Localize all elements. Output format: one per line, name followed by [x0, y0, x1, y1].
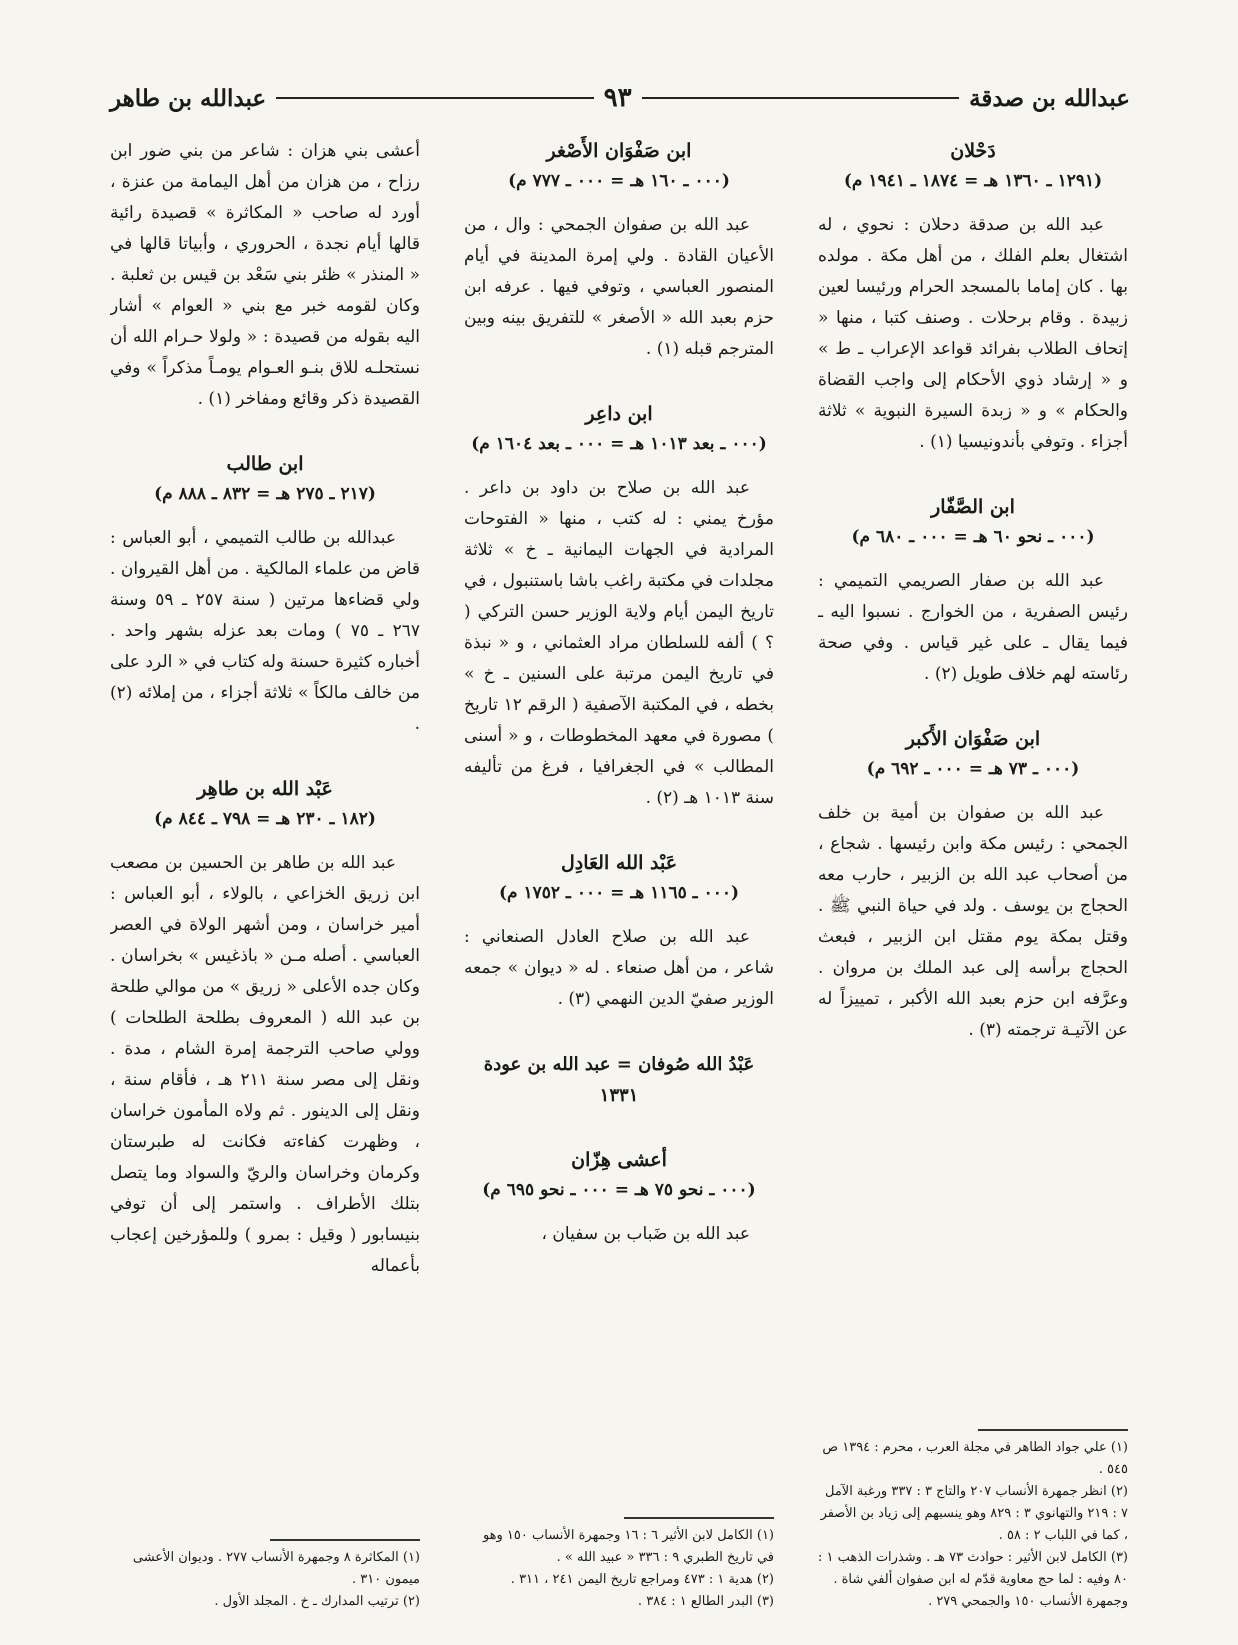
header-rule — [276, 97, 594, 99]
entry-dates: (١٨٢ ـ ٢٣٠ هـ = ٧٩٨ ـ ٨٤٤ م) — [154, 809, 376, 829]
footnote: (٢) انظر جمهرة الأنساب ٢٠٧ والتاج ٣ : ٣٣٧ ورغبة الآمل ٧ : ٢١٩ والتهانوي ٣ : ٨٢٩ وهو ينسبهم إلى زياد بن الأصفر ، كما في اللباب ٢ : ٥٨ . — [820, 1484, 1128, 1543]
text-column-3 — [110, 136, 420, 1596]
entry-body: عبد الله بن صلاح بن داود بن داعر . مؤرخ يمني : له كتب ، منها « الفتوحات المرادية في الجهات اليمانية ـ خ » ثلاثة مجلدات في مكتبة راغب باشا باستنبول ، في تاريخ اليمن أيام ولاية الوزير حسن التركي ( ؟ ) ألفه للسلطان مراد العثماني ، و « نبذة في تاريخ اليمن مرتبة على السنين ـ خ » بخطه ، في المكتبة الآصفية ( الرقم ١٢ تاريخ ) مصورة في معهد المخطوطات ، و « أسنى المطالب » في الجغرافيا ، فرغ من تأليفه سنة ١٠١٣ هـ (٢) . — [464, 478, 774, 808]
footnotes-column-2 — [464, 1517, 774, 1613]
entry-dates: (٠٠٠ ـ ٧٣ هـ = ٠٠٠ ـ ٦٩٢ م) — [866, 759, 1080, 779]
entry-title: ابن صَفْوَان الأَصْغر — [546, 140, 692, 162]
footnote: (١) علي جواد الطاهر في مجلة العرب ، محرم : ١٣٩٤ ص ٥٤٥ . — [822, 1440, 1128, 1477]
header-rule — [642, 97, 960, 99]
footnote: (٣) البدر الطالع ١ : ٣٨٤ . — [637, 1594, 774, 1609]
page-number: ٩٣ — [603, 83, 632, 113]
entry-title: ابن صَفْوَان الأَكبر — [905, 728, 1041, 750]
entry-body-continued: أعشى بني هزان : شاعر من بني ضور ابن رزاح ، من هزان من أهل اليمامة من عنزة ، أورد له صاحب « المكاثرة » قصيدة رائية قالها أيام نجدة ، الحروري ، وأبياتا قالها في « المنذر » ظئر بني سَعْد بن قيس بن ثعلبة . وكان لقومه خبر مع بني « العوام » أشار اليه بقوله من قصيدة : « ولولا حـرام الله أن نستحلـه للاق بنـو العـوام يومـاً مذكراً » وفي القصيدة ذكر وقائع ومفاخر (١) . — [110, 141, 420, 409]
footnote: (٢) ترتيب المدارك ـ خ . المجلد الأول . — [214, 1594, 420, 1609]
entry-body: عبد الله بن صدقة دحلان : نحوي ، له اشتغال بعلم الفلك ، من أهل مكة . مولده بها . كان إماما بالمسجد الحرام ورئيسا لعين زبيدة . وقام برحلات . وصنف كتبا ، منها « إتحاف الطلاب بفرائد قواعد الإعراب ـ ط » و « إرشاد ذوي الأحكام إلى واجب القضاة والحكام » و « زبدة السيرة النبوية » ثلاثة أجزاء . وتوفي بأندونيسيا (١) . — [818, 215, 1128, 452]
header-left-title: عبدالله بن طاهر — [109, 84, 267, 112]
entry-body: عبد الله بن صلاح العادل الصنعاني : شاعر ، من أهل صنعاء . له « ديوان » جمعه الوزير صفيّ الدين النهمي (٣) . — [464, 927, 774, 1009]
entry-body: عبد الله بن صفوان الجمحي : وال ، من الأعيان القادة . ولي إمرة المدينة في أيام المنصور العباسي ، وتوفي فيها . عرفه ابن حزم بعبد الله « الأصغر » للتفريق بينه وبين المترجم قبله (١) . — [464, 215, 774, 359]
entry-title: عَبْد الله العَادِل — [560, 852, 678, 874]
footnote-separator — [624, 1517, 774, 1519]
entry-title: ابن الصَّفّار — [931, 496, 1015, 518]
page-header — [110, 78, 1130, 118]
header-right-title: عبدالله بن صدقة — [969, 84, 1130, 112]
entry-dates: (٠٠٠ ـ ١١٦٥ هـ = ٠٠٠ ـ ١٧٥٢ م) — [498, 883, 740, 903]
entry-body: عبد الله بن ضَباب بن سفيان ، — [541, 1224, 750, 1244]
text-column-1 — [818, 136, 1128, 1596]
entry-title: عَبْد الله بن طاهِر — [197, 778, 333, 800]
entry-title: أعشى هِزّان — [571, 1149, 667, 1171]
entry-dates: (٠٠٠ ـ بعد ١٠١٣ هـ = ٠٠٠ ـ بعد ١٦٠٤ م) — [471, 434, 767, 454]
footnote: (٣) الكامل لابن الأثير : حوادث ٧٣ هـ . وشذرات الذهب ١ : ٨٠ وفيه : لما حج معاوية قدّم له ابن صفوان ألفي شاة . وجمهرة الأنساب ١٥٠ والجمحي ٢٧٩ . — [818, 1550, 1128, 1609]
entry-body: عبد الله بن صفار الصريمي التميمي : رئيس الصفرية ، من الخوارج . نسبوا اليه ـ فيما يقال ـ على غير قياس . وفي صحة رئاسته لهم خلاف طويل (٢) . — [818, 571, 1128, 684]
footnote: (٢) هدية ١ : ٤٧٣ ومراجع تاريخ اليمن ٢٤١ ، ٣١١ . — [510, 1572, 774, 1587]
entry-title: ابن داعِر — [585, 403, 653, 425]
entry-body: عبد الله بن صفوان بن أمية بن خلف الجمحي : رئيس مكة وابن رئيسها . شجاع ، من أصحاب عبد الله بن الزبير ، حارب معه الحجاج بن يوسف . ولد في حياة النبي ﷺ . وقتل بمكة يوم مقتل ابن الزبير ، فبعث الحجاج برأسه إلى عبد الملك بن مروان . وعرَّفه ابن حزم بعبد الله الأكبر ، تمييزاً له عن الآتيـة ترجمته (٣) . — [818, 803, 1128, 1040]
entry-dates: (٠٠٠ ـ نحو ٦٠ هـ = ٠٠٠ ـ ٦٨٠ م) — [851, 527, 1095, 547]
entry-body: عبد الله بن طاهر بن الحسين بن مصعب ابن زريق الخزاعي ، بالولاء ، أبو العباس : أمير خراسان ، ومن أشهر الولاة في العصر العباسي . أصله مـن « باذغيس » بخراسان . وكان جده الأعلى « زريق » من موالي طلحة بن عبد الله ( المعروف بطلحة الطلحات ) وولي صاحب الترجمة إمرة الشام ، مدة . ونقل إلى مصر سنة ٢١١ هـ ، فأقام سنة ، ونقل إلى الدينور . ثم ولاه المأمون خراسان ، وظهرت كفاءته فكانت له طبرستان وكرمان وخراسان والريّ والسواد وما يتصل بتلك الأطراف . واستمر إلى أن توفي بنيسابور ( وقيل : بمرو ) وللمؤرخين إعجاب بأعماله — [110, 853, 420, 1276]
cross-reference: عَبْدُ الله صُوفان = عبد الله بن عودة ١٣٣١ — [483, 1054, 755, 1106]
entry-dates: (٢١٧ ـ ٢٧٥ هـ = ٨٣٢ ـ ٨٨٨ م) — [154, 484, 376, 504]
entry-dates: (١٢٩١ ـ ١٣٦٠ هـ = ١٨٧٤ ـ ١٩٤١ م) — [843, 171, 1103, 191]
footnote-separator — [978, 1429, 1128, 1431]
text-column-2 — [464, 136, 774, 1596]
footnote: (١) الكامل لابن الأثير ٦ : ١٦ وجمهرة الأنساب ١٥٠ وهو في تاريخ الطبري ٩ : ٣٣٦ « عبيد الله » . — [482, 1528, 774, 1565]
entry-dates: (٠٠٠ ـ ١٦٠ هـ = ٠٠٠ ـ ٧٧٧ م) — [508, 171, 730, 191]
footnotes-column-1 — [818, 1429, 1128, 1613]
entry-body: عبدالله بن طالب التميمي ، أبو العباس : قاض من علماء المالكية . من أهل القيروان . ولي قضاءها مرتين ( سنة ٢٥٧ ـ ٥٩ وسنة ٢٦٧ ـ ٧٥ ) ومات بعد عزله بشهر واحد . أخباره كثيرة حسنة وله كتاب في « الرد على من خالف مالكاً » ثلاثة أجزاء ، من إملائه (٢) . — [110, 528, 420, 734]
footnotes-column-3 — [110, 1539, 420, 1613]
footnote-separator — [270, 1539, 420, 1541]
entry-title: ابن طالب — [226, 453, 304, 475]
entry-title: دَحْلان — [950, 140, 996, 162]
entry-dates: (٠٠٠ ـ نحو ٧٥ هـ = ٠٠٠ ـ نحو ٦٩٥ م) — [482, 1180, 756, 1200]
footnote: (١) المكاثرة ٨ وجمهرة الأنساب ٢٧٧ . وديوان الأعشى ميمون ٣١٠ . — [132, 1550, 420, 1587]
